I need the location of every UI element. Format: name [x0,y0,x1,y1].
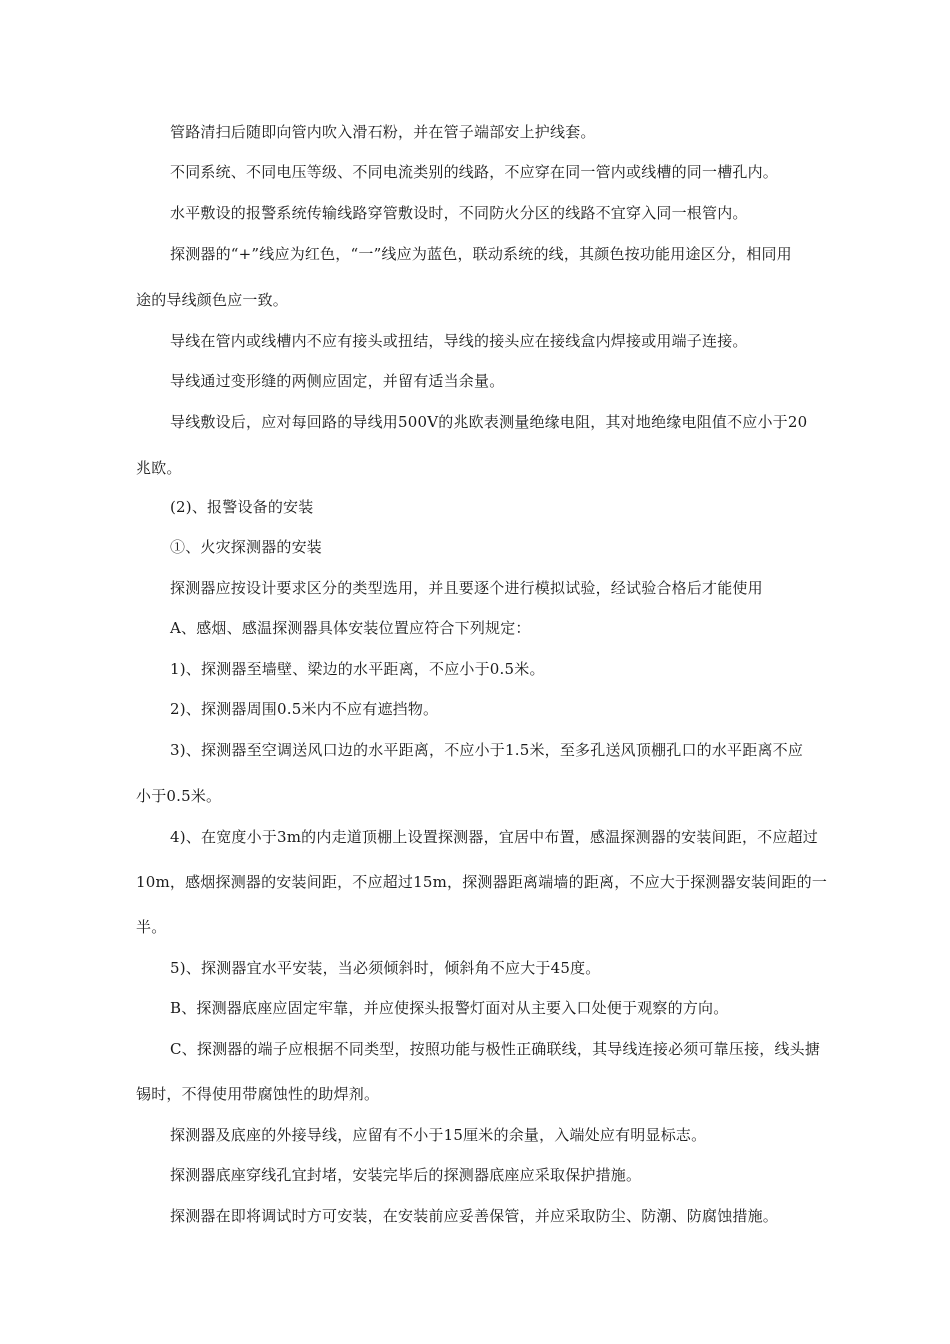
section-heading: (2)、报警设备的安装 [170,498,314,516]
list-item: 5)、探测器宜水平安装，当必须倾斜时，倾斜角不应大于45度。 [170,959,601,977]
paragraph-line: B、探测器底座应固定牢靠，并应使探头报警灯面对从主要入口处便于观察的方向。 [170,999,729,1017]
paragraph-line: 锡时，不得使用带腐蚀性的助焊剂。 [136,1085,380,1103]
list-item: 3)、探测器至空调送风口边的水平距离，不应小于1.5米，至多孔送风顶棚孔口的水平距离不应 [170,741,804,759]
paragraph-line: 探测器及底座的外接导线，应留有不小于15厘米的余量，入端处应有明显标志。 [170,1126,707,1144]
paragraph-line: 探测器在即将调试时方可安装，在安装前应妥善保管，并应采取防尘、防潮、防腐蚀措施。 [170,1207,779,1225]
list-item: 1)、探测器至墙壁、梁边的水平距离，不应小于0.5米。 [170,660,545,678]
list-item: 4)、在宽度小于3m的内走道顶棚上设置探测器，宜居中布置，感温探测器的安装间距，不应超过 [170,828,818,846]
paragraph-line: 导线通过变形缝的两侧应固定，并留有适当余量。 [170,372,505,390]
paragraph-line: 管路清扫后随即向管内吹入滑石粉，并在管子端部安上护线套。 [170,123,596,141]
paragraph-line: 探测器底座穿线孔宜封堵，安装完毕后的探测器底座应采取保护措施。 [170,1166,642,1184]
paragraph-line: 兆欧。 [136,459,182,477]
paragraph-line: 探测器应按设计要求区分的类型选用，并且要逐个进行模拟试验，经试验合格后才能使用 [170,579,763,597]
paragraph-line: 导线敷设后，应对每回路的导线用500V的兆欧表测量绝缘电阻，其对地绝缘电阻值不应小于20 [170,413,808,431]
paragraph-line: 不同系统、不同电压等级、不同电流类别的线路，不应穿在同一管内或线槽的同一槽孔内。 [170,163,779,181]
subsection-heading: ①、火灾探测器的安装 [170,538,323,556]
paragraph-line: 水平敷设的报警系统传输线路穿管敷设时，不同防火分区的线路不宜穿入同一根管内。 [170,204,748,222]
paragraph-line: 导线在管内或线槽内不应有接头或扭结，导线的接头应在接线盒内焊接或用端子连接。 [170,332,748,350]
paragraph-line: C、探测器的端子应根据不同类型，按照功能与极性正确联线，其导线连接必须可靠压接，线头搪 [170,1040,821,1058]
list-item-continuation: 小于0.5米。 [136,787,222,805]
paragraph-line: 探测器的“+”线应为红色，“一”线应为蓝色，联动系统的线，其颜色按功能用途区分，相同用 [170,245,792,263]
list-item-continuation: 10m，感烟探测器的安装间距，不应超过15m，探测器距离端墙的距离，不应大于探测器安装间距的一 [136,873,828,891]
paragraph-line: 途的导线颜色应一致。 [136,291,289,309]
paragraph-line: A、感烟、感温探测器具体安装位置应符合下列规定： [170,619,531,637]
list-item: 2)、探测器周围0.5米内不应有遮挡物。 [170,700,439,718]
list-item-continuation: 半。 [136,918,167,936]
